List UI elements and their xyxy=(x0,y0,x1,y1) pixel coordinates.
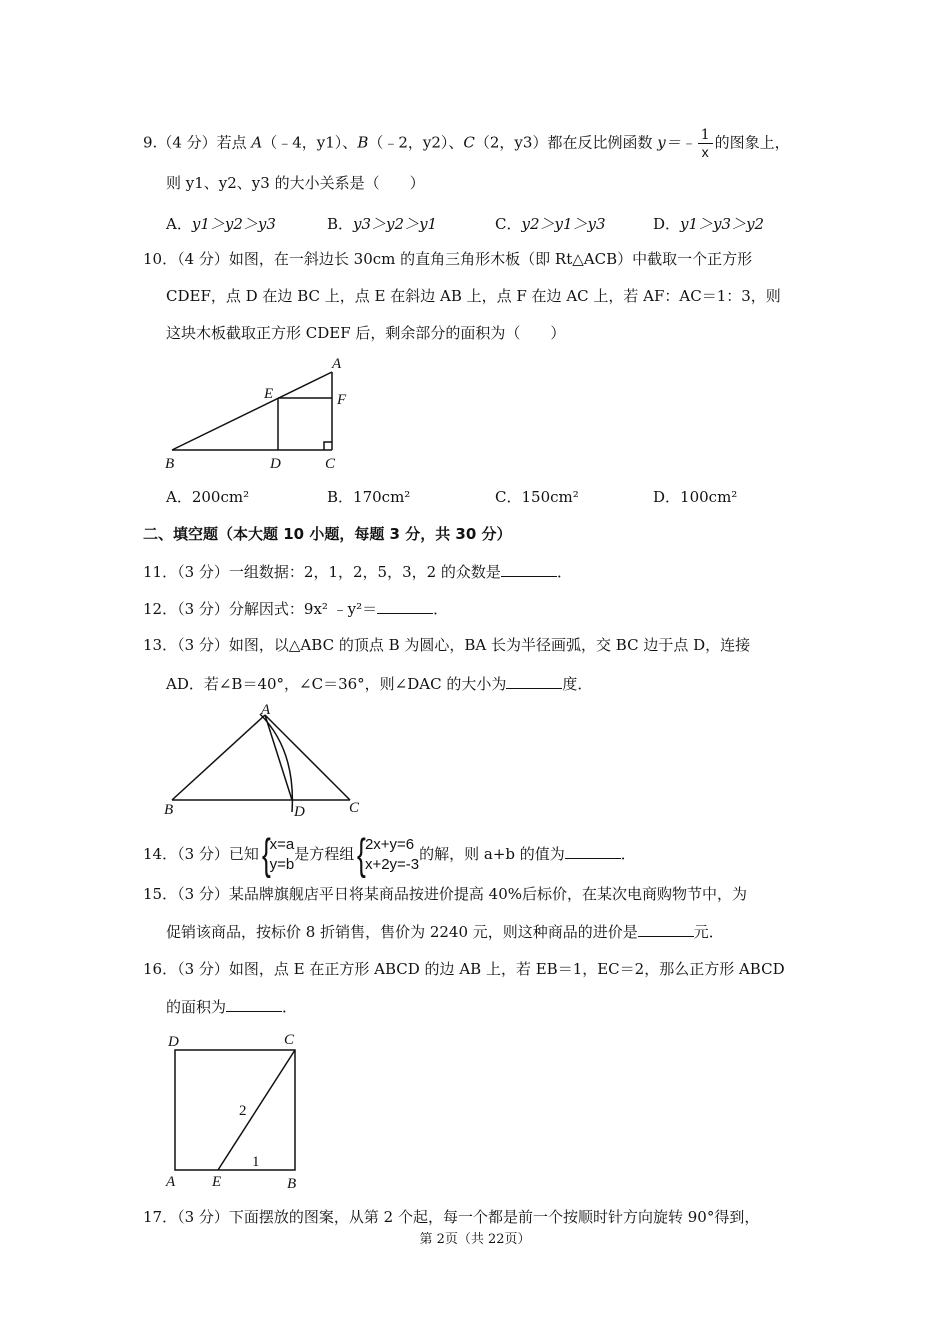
option-label: C． xyxy=(495,488,522,506)
side-ab xyxy=(172,372,332,450)
q9-point-a-coord: （﹣4，y1）、 xyxy=(262,133,358,152)
option-label: B． xyxy=(327,488,354,506)
label-b: B xyxy=(287,1176,297,1192)
label-d: D xyxy=(294,804,305,820)
label-c: C xyxy=(284,1032,295,1048)
q14-answer-blank[interactable] xyxy=(565,842,621,859)
q9-option-d[interactable] xyxy=(653,213,764,234)
q9-fraction-num: 1 xyxy=(698,127,713,144)
q9-line1 xyxy=(143,127,790,160)
q12-answer-blank[interactable] xyxy=(377,597,433,614)
q12-end: ． xyxy=(433,600,449,618)
q14-solution-system xyxy=(259,830,295,879)
q16-answer-blank[interactable] xyxy=(226,995,282,1012)
option-label: B． xyxy=(327,215,354,233)
q15-line2 xyxy=(166,920,724,943)
page-footer: 第 2页（共 22页） xyxy=(419,1232,531,1247)
q9-function: y＝﹣ xyxy=(657,133,696,152)
q10-line3: 这块木板截取正方形 CDEF 后，剩余部分的面积为（ ） xyxy=(166,324,566,342)
q14-sys1-row2: y=b xyxy=(269,856,295,873)
q9-point-c: C xyxy=(463,133,475,152)
q14-sys2-row1: 2x+y=6 xyxy=(364,836,415,853)
side-ba xyxy=(172,715,265,800)
q15-end: 元． xyxy=(693,923,724,941)
label-e: E xyxy=(212,1174,222,1190)
q10-option-a[interactable] xyxy=(166,486,249,507)
q14-prefix: 14．（3 分）已知 xyxy=(143,845,259,863)
q10-line1: 10．（4 分）如图，在一斜边长 30cm 的直角三角形木板（即 Rt△ACB）中截取一个正方形 xyxy=(143,250,753,268)
q9-fraction-den: x xyxy=(701,144,709,160)
q13-answer-blank[interactable] xyxy=(506,672,562,689)
q9-fraction xyxy=(698,127,713,160)
q15-text: 促销该商品，按标价 8 折销售，售价为 2240 元，则这种商品的进价是 xyxy=(166,923,638,941)
option-text: y1＞y3＞y2 xyxy=(680,215,765,233)
q14-line xyxy=(143,832,636,877)
q10-line2: CDEF，点 D 在边 BC 上，点 E 在斜边 AB 上，点 F 在边 AC 上，若 AF：AC＝1：3，则 xyxy=(166,287,781,305)
label-a: A xyxy=(261,702,271,718)
label-e: E xyxy=(264,386,274,402)
arc-bd xyxy=(260,714,292,812)
left-brace-icon: { xyxy=(357,830,366,879)
q10-option-b[interactable] xyxy=(327,486,410,507)
option-text: 150cm² xyxy=(521,488,579,506)
q14-end: ． xyxy=(620,845,636,863)
q14-equation-system xyxy=(354,830,420,879)
q10-option-c[interactable] xyxy=(495,486,579,507)
q14-mid: 是方程组 xyxy=(294,845,355,863)
q14-sys2-row2: x+2y=-3 xyxy=(364,856,420,873)
q9-number: 9. xyxy=(143,133,158,152)
segment-ec xyxy=(218,1050,295,1170)
q9-point-c-coord: （2，y3） xyxy=(474,133,548,152)
section-title: 二、填空题（本大题 10 小题，每题 3 分，共 30 分） xyxy=(143,525,512,543)
q14-sys1-row1: x=a xyxy=(269,836,295,853)
option-label: C． xyxy=(495,215,522,233)
q9-option-b[interactable] xyxy=(327,213,437,234)
q10-option-d[interactable] xyxy=(653,486,737,507)
q16-figure xyxy=(160,1028,310,1193)
option-label: A． xyxy=(166,488,192,506)
q9-point-b: B xyxy=(357,133,369,152)
option-text: y3＞y2＞y1 xyxy=(353,215,438,233)
q12-text: 12．（3 分）分解因式：9x² ﹣y²＝ xyxy=(143,600,378,618)
q16-line2 xyxy=(166,995,297,1018)
label-c: C xyxy=(349,800,360,816)
q10-figure xyxy=(160,352,360,477)
label-a: A xyxy=(166,1174,176,1190)
q12-line xyxy=(143,597,448,620)
label-eb-length: 1 xyxy=(252,1154,260,1170)
label-c: C xyxy=(325,456,336,472)
option-text: 100cm² xyxy=(680,488,738,506)
option-label: D． xyxy=(653,488,681,506)
option-text: y1＞y2＞y3 xyxy=(191,215,276,233)
q9-option-c[interactable] xyxy=(495,213,606,234)
option-label: A． xyxy=(166,215,192,233)
square-abcd xyxy=(175,1050,295,1170)
option-text: 200cm² xyxy=(191,488,250,506)
q13-text: AD．若∠B＝40°，∠C＝36°，则∠DAC 的大小为 xyxy=(166,675,507,693)
q13-figure xyxy=(160,700,370,820)
q9-point-b-coord: （﹣2，y2）、 xyxy=(368,133,464,152)
q13-end: 度． xyxy=(562,675,593,693)
q9-point-a: A xyxy=(251,133,263,152)
q9-option-a[interactable] xyxy=(166,213,276,234)
label-b: B xyxy=(164,802,174,818)
q16-text: 的面积为 xyxy=(166,998,227,1016)
q11-line xyxy=(143,560,572,583)
q17-line1: 17．（3 分）下面摆放的图案，从第 2 个起，每一个都是前一个按顺时针方向旋转 90°得到， xyxy=(143,1208,760,1226)
q13-line2 xyxy=(166,672,592,695)
label-d: D xyxy=(168,1034,179,1050)
label-a: A xyxy=(332,356,342,372)
label-f: F xyxy=(337,392,347,408)
q11-text: 11．（3 分）一组数据：2，1，2，5，3，2 的众数是 xyxy=(143,563,501,581)
q9-text-b: 都在反比例函数 xyxy=(547,133,658,152)
option-text: 170cm² xyxy=(353,488,411,506)
q16-end: ． xyxy=(282,998,298,1016)
q13-line1: 13．（3 分）如图，以△ABC 的顶点 B 为圆心，BA 长为半径画弧，交 BC 边于点 D，连接 xyxy=(143,636,751,654)
q11-end: ． xyxy=(556,563,572,581)
q16-line1: 16．（3 分）如图，点 E 在正方形 ABCD 的边 AB 上，若 EB＝1，EC＝2，那么正方形 ABCD xyxy=(143,960,785,978)
q14-suffix: 的解，则 a+b 的值为 xyxy=(419,845,565,863)
q9-line2: 则 y1、y2、y3 的大小关系是（ ） xyxy=(166,174,425,192)
option-text: y2＞y1＞y3 xyxy=(521,215,606,233)
label-b: B xyxy=(165,456,175,472)
q15-answer-blank[interactable] xyxy=(638,920,694,937)
q9-score: （4 分） xyxy=(157,133,217,152)
option-label: D． xyxy=(653,215,681,233)
q11-answer-blank[interactable] xyxy=(501,560,557,577)
left-brace-icon: { xyxy=(261,830,271,879)
label-ec-length: 2 xyxy=(239,1103,247,1119)
q15-line1: 15．（3 分）某品牌旗舰店平日将某商品按进价提高 40%后标价，在某次电商购物节中，为 xyxy=(143,885,748,903)
label-d: D xyxy=(270,456,281,472)
right-angle-mark xyxy=(324,442,332,450)
q9-text-a: 若点 xyxy=(216,133,252,152)
q9-text-c: 的图象上， xyxy=(714,133,790,152)
